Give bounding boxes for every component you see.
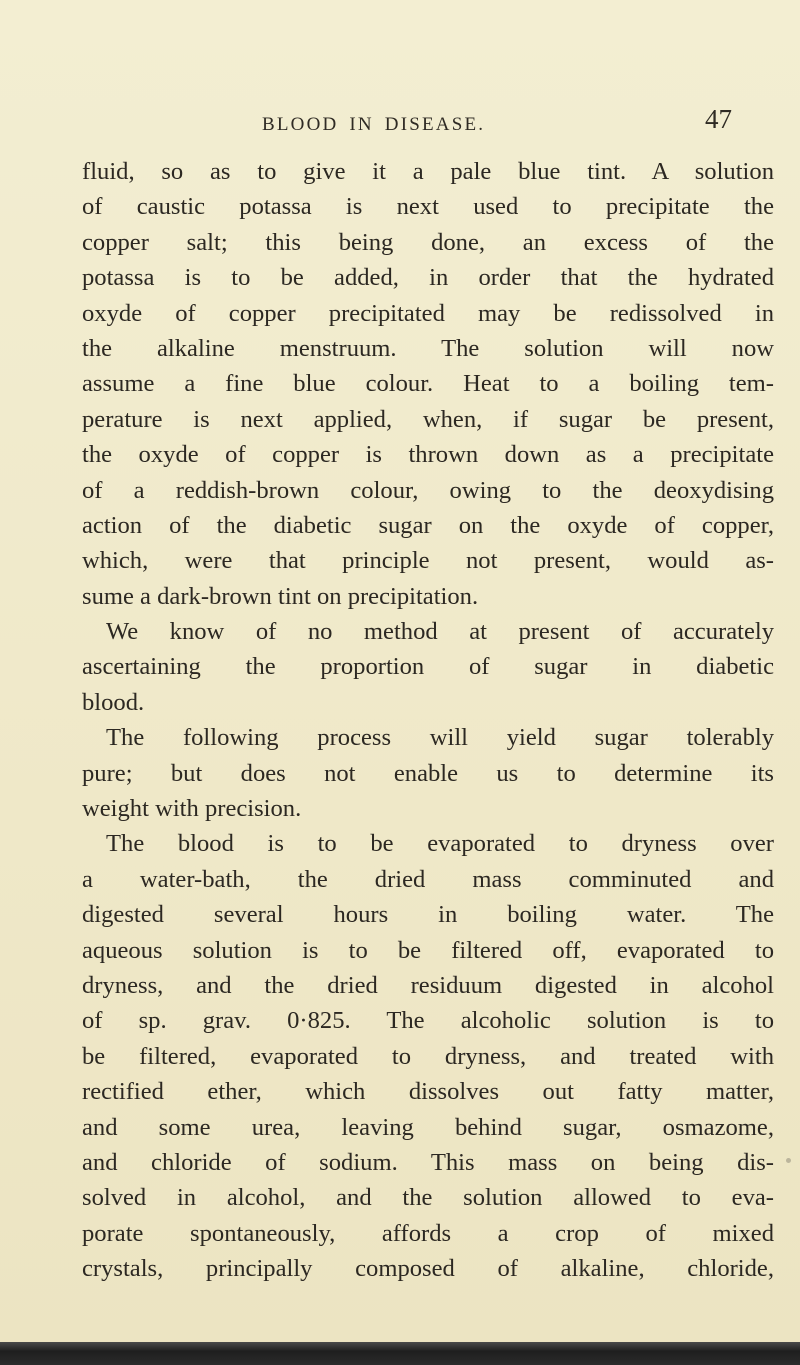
- text-line: dryness, and the dried residuum digested in alcohol: [82, 971, 774, 999]
- text-line: fluid, so as to give it a pale blue tint. A solution: [82, 158, 774, 185]
- running-title: BLOOD IN DISEASE.: [262, 114, 486, 135]
- text-line: sume a dark-brown tint on precipitation.: [82, 582, 479, 610]
- text-line: blood.: [82, 688, 145, 716]
- text-line: rectified ether, which dissolves out fatty matter,: [82, 1078, 774, 1106]
- text-line: The blood is to be evaporated to dryness over: [106, 830, 774, 858]
- text-line: and chloride of sodium. This mass on being dis-: [82, 1148, 774, 1176]
- text-line: of caustic potassa is next used to precipitate the: [82, 193, 774, 221]
- scan-edge-band: [0, 1342, 800, 1365]
- text-line: crystals, principally composed of alkaline, chloride,: [82, 1255, 774, 1283]
- body-text: [82, 154, 774, 1287]
- text-line: of sp. grav. 0·825. The alcoholic solution is to: [82, 1007, 774, 1035]
- text-line: aqueous solution is to be filtered off, evaporated to: [82, 936, 774, 964]
- text-line: copper salt; this being done, an excess of the: [82, 228, 774, 256]
- text-line: potassa is to be added, in order that the hydrated: [82, 264, 774, 292]
- text-line: and some urea, leaving behind sugar, osmazome,: [82, 1113, 774, 1141]
- text-line: action of the diabetic sugar on the oxyde of copper,: [82, 511, 774, 539]
- text-line: solved in alcohol, and the solution allowed to eva-: [82, 1184, 774, 1212]
- text-line: We know of no method at present of accurately: [106, 618, 774, 646]
- text-line: porate spontaneously, affords a crop of mixed: [82, 1219, 774, 1247]
- text-line: perature is next applied, when, if sugar be present,: [82, 405, 774, 433]
- page-number: 47: [705, 104, 732, 134]
- text-line: be filtered, evaporated to dryness, and treated with: [82, 1042, 774, 1070]
- paper-speck: [786, 1158, 791, 1163]
- text-line: digested several hours in boiling water. The: [82, 901, 774, 929]
- text-line: weight with precision.: [82, 795, 302, 823]
- text-line: the oxyde of copper is thrown down as a precipitate: [82, 441, 774, 469]
- text-line: pure; but does not enable us to determine its: [82, 759, 774, 787]
- text-line: of a reddish-brown colour, owing to the deoxydising: [82, 476, 774, 504]
- text-line: ascertaining the proportion of sugar in diabetic: [82, 653, 774, 681]
- text-line: assume a fine blue colour. Heat to a boiling tem-: [82, 370, 774, 398]
- running-head: [0, 104, 800, 144]
- text-line: The following process will yield sugar tolerably: [106, 724, 774, 752]
- text-line: oxyde of copper precipitated may be redissolved in: [82, 299, 774, 327]
- text-line: which, were that principle not present, would as-: [82, 547, 774, 575]
- text-line: the alkaline menstruum. The solution will now: [82, 334, 774, 362]
- text-line: a water-bath, the dried mass comminuted and: [82, 865, 774, 893]
